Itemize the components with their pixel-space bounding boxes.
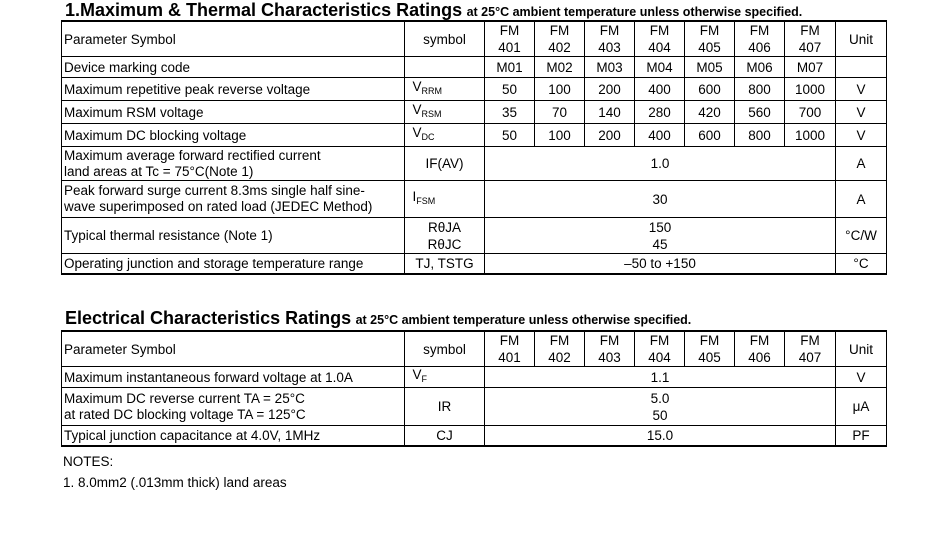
param-cell [62, 367, 405, 388]
header-part [585, 331, 635, 367]
table-row [62, 367, 887, 388]
param-cell [62, 254, 405, 274]
part-number: 402 [548, 350, 571, 365]
symbol-subscript: F [421, 374, 428, 384]
value-cell: 800 [735, 124, 785, 147]
param-cell [62, 181, 405, 218]
symbol-text [413, 189, 447, 209]
value-cell: 1000 [785, 124, 836, 147]
electrical-ratings-table [61, 330, 887, 447]
param-text: Device marking code [64, 59, 191, 75]
part-number: 402 [548, 40, 571, 55]
unit-cell: °C/W [836, 218, 887, 254]
param-cell [62, 388, 405, 426]
param-cell [62, 124, 405, 147]
symbol-text: RθJA [427, 219, 461, 235]
unit-cell: °C [836, 254, 887, 274]
header-part [635, 331, 685, 367]
param-text: at rated DC blocking voltage TA = 125°C [64, 406, 306, 422]
value-text: 1.0 [650, 156, 670, 171]
value-cell-merged [485, 367, 836, 388]
value-cell: M06 [735, 57, 785, 78]
value-cell: 600 [685, 124, 735, 147]
part-number: 405 [698, 350, 721, 365]
header-symbol: symbol [405, 21, 485, 57]
value-text: 50 [652, 407, 668, 423]
value-cell: 280 [635, 101, 685, 124]
symbol-cell [405, 124, 485, 147]
symbol-base: I [412, 189, 417, 204]
part-number: 406 [748, 40, 771, 55]
part-prefix: FM [649, 23, 670, 38]
symbol-cell [405, 218, 485, 254]
value-cell-merged [485, 218, 836, 254]
header-part [685, 21, 735, 57]
value-cell: M02 [535, 57, 585, 78]
value-text: –50 to +150 [624, 255, 696, 271]
symbol-cell [405, 78, 485, 101]
value-cell: 800 [735, 78, 785, 101]
param-cell [62, 147, 405, 181]
symbol-cell [405, 254, 485, 274]
symbol-text [413, 79, 447, 99]
part-prefix: FM [599, 333, 620, 348]
part-prefix: FM [599, 23, 620, 38]
unit-cell: μA [836, 388, 887, 426]
part-prefix: FM [549, 333, 570, 348]
part-prefix: FM [749, 23, 770, 38]
unit-cell: A [836, 181, 887, 218]
part-prefix: FM [800, 333, 820, 348]
notes-heading: NOTES: [63, 454, 114, 469]
param-cell [62, 218, 405, 254]
part-number: 401 [498, 350, 521, 365]
header-part [485, 331, 535, 367]
part-prefix: FM [549, 23, 570, 38]
table-row [62, 147, 887, 181]
header-part [535, 21, 585, 57]
param-text: Maximum DC reverse current TA = 25°C [64, 390, 305, 406]
table-row [62, 57, 887, 78]
value-cell: M05 [685, 57, 735, 78]
header-part [735, 21, 785, 57]
value-cell: 200 [585, 124, 635, 147]
value-cell-merged [485, 388, 836, 426]
section2-title [65, 308, 691, 329]
part-number: 403 [598, 40, 621, 55]
section1-title [65, 0, 802, 21]
symbol-subscript: RSM [421, 109, 442, 119]
table-row [62, 254, 887, 274]
param-text: Maximum RSM voltage [64, 104, 204, 120]
header-part [585, 21, 635, 57]
table-row [62, 101, 887, 124]
symbol-cell [405, 388, 485, 426]
part-number: 407 [798, 40, 822, 55]
symbol-text [426, 156, 464, 171]
symbol-base: CJ [436, 427, 453, 443]
value-cell: 200 [585, 78, 635, 101]
header-row [62, 21, 887, 57]
header-part [785, 21, 836, 57]
symbol-text [413, 367, 447, 387]
header-row [62, 331, 887, 367]
value-cell: 560 [735, 101, 785, 124]
header-part [535, 331, 585, 367]
table-row [62, 388, 887, 426]
section2-heading: Electrical Characteristics Ratings [65, 308, 352, 328]
header-part [685, 331, 735, 367]
symbol-subscript: RRM [421, 86, 443, 96]
header-part [485, 21, 535, 57]
unit-cell: V [836, 124, 887, 147]
section2-subheading: at 25°C ambient temperature unless otherwise specified. [355, 313, 692, 327]
symbol-base: V [412, 102, 422, 117]
param-text: Maximum repetitive peak reverse voltage [64, 81, 311, 97]
part-prefix: FM [499, 23, 520, 38]
value-cell: 600 [685, 78, 735, 101]
section1-subheading: at 25°C ambient temperature unless otherwise specified. [466, 5, 803, 19]
param-text: Typical thermal resistance (Note 1) [64, 228, 273, 243]
symbol-base: IF(AV) [425, 156, 464, 171]
value-cell: M03 [585, 57, 635, 78]
value-cell-merged [485, 181, 836, 218]
param-text: wave superimposed on rated load (JEDEC Method) [64, 199, 373, 214]
param-cell [62, 426, 405, 446]
unit-cell [836, 57, 887, 78]
symbol-text [413, 125, 447, 145]
value-text: 30 [652, 191, 668, 207]
value-cell: 700 [785, 101, 836, 124]
header-unit: Unit [836, 21, 887, 57]
value-cell: 35 [485, 101, 535, 124]
symbol-base: IR [437, 399, 452, 414]
header-symbol: symbol [405, 331, 485, 367]
value-cell: 50 [485, 78, 535, 101]
part-prefix: FM [699, 23, 720, 38]
value-cell: M04 [635, 57, 685, 78]
value-cell: 100 [535, 78, 585, 101]
value-cell: M07 [785, 57, 836, 78]
header-part [635, 21, 685, 57]
symbol-base: V [412, 125, 422, 140]
part-number: 404 [648, 350, 671, 365]
part-prefix: FM [499, 333, 520, 348]
symbol-cell [405, 57, 485, 78]
symbol-base: V [412, 79, 422, 94]
table-row [62, 181, 887, 218]
symbol-cell [405, 367, 485, 388]
part-prefix: FM [749, 333, 770, 348]
symbol-subscript: DC [421, 132, 435, 142]
param-cell [62, 78, 405, 101]
unit-cell: PF [836, 426, 887, 446]
table-row [62, 78, 887, 101]
unit-cell: V [836, 367, 887, 388]
value-cell: 400 [635, 124, 685, 147]
symbol-cell [405, 426, 485, 446]
part-number: 405 [698, 40, 721, 55]
unit-cell: A [836, 147, 887, 181]
header-part [735, 331, 785, 367]
symbol-text [438, 399, 452, 414]
symbol-cell [405, 181, 485, 218]
value-cell: 100 [535, 124, 585, 147]
param-cell [62, 57, 405, 78]
param-text: Operating junction and storage temperature range [64, 255, 364, 271]
value-cell: 400 [635, 78, 685, 101]
part-number: 406 [748, 350, 771, 365]
value-cell: 70 [535, 101, 585, 124]
param-cell [62, 101, 405, 124]
table-row [62, 218, 887, 254]
header-unit: Unit [836, 331, 887, 367]
header-param: Parameter Symbol [62, 331, 405, 367]
value-cell: M01 [485, 57, 535, 78]
header-part [785, 331, 836, 367]
value-text: 150 [648, 219, 672, 235]
value-text: 45 [652, 236, 668, 252]
symbol-base: V [412, 367, 422, 382]
part-number: 403 [598, 350, 621, 365]
part-number: 401 [498, 40, 521, 55]
section1-heading: 1.Maximum & Thermal Characteristics Ratings [65, 0, 463, 20]
param-text: Maximum instantaneous forward voltage at 1.0A [64, 369, 353, 385]
table-row [62, 426, 887, 446]
symbol-text [415, 256, 473, 271]
param-text: Maximum average forward rectified current [64, 147, 321, 163]
symbol-text: RθJC [427, 236, 462, 252]
value-cell: 1000 [785, 78, 836, 101]
part-prefix: FM [699, 333, 720, 348]
param-text: Peak forward surge current 8.3ms single half sine- [64, 183, 365, 198]
part-number: 404 [648, 40, 671, 55]
part-prefix: FM [649, 333, 670, 348]
value-text: 5.0 [650, 390, 670, 406]
symbol-base: TJ, TSTG [415, 255, 474, 271]
unit-cell: V [836, 78, 887, 101]
param-text: Maximum DC blocking voltage [64, 127, 247, 143]
table-row [62, 124, 887, 147]
header-param: Parameter Symbol [62, 21, 405, 57]
param-text: land areas at Tc = 75°C(Note 1) [64, 163, 254, 179]
symbol-subscript: FSM [416, 196, 436, 206]
symbol-cell [405, 101, 485, 124]
value-cell: 420 [685, 101, 735, 124]
value-cell: 140 [585, 101, 635, 124]
value-cell-merged [485, 426, 836, 446]
value-cell-merged [485, 254, 836, 274]
value-cell: 50 [485, 124, 535, 147]
value-text: 1.1 [650, 369, 670, 385]
param-text: Typical junction capacitance at 4.0V, 1MHz [64, 427, 321, 443]
symbol-text [413, 102, 447, 122]
note-item: 1. 8.0mm2 (.013mm thick) land areas [63, 475, 287, 490]
part-number: 407 [798, 350, 822, 365]
value-text: 15.0 [646, 427, 674, 443]
symbol-text [436, 428, 453, 443]
symbol-cell [405, 147, 485, 181]
max-thermal-ratings-table [61, 20, 887, 275]
value-cell-merged [485, 147, 836, 181]
unit-cell: V [836, 101, 887, 124]
part-prefix: FM [800, 23, 820, 38]
